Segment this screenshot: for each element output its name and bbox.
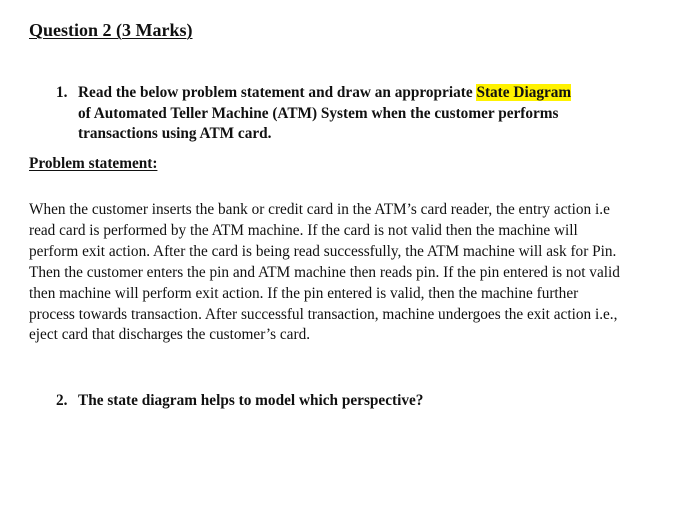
problem-line: When the customer inserts the bank or credit card in the ATM’s card reader, the entry action i.e [29,201,610,218]
question-2-number: 2. [56,392,68,409]
question-heading: Question 2 (3 Marks) [29,20,193,40]
question-1 [56,83,656,145]
question-2 [56,392,423,410]
problem-statement-heading: Problem statement: [29,155,158,172]
question-1-line-3: transactions using ATM card. [78,125,272,142]
problem-line: read card is performed by the ATM machine. If the card is not valid then the machine will [29,221,578,239]
problem-statement-body [29,200,679,346]
question-1-line-1 [56,83,656,104]
problem-line: process towards transaction. After successful transaction, machine undergoes the exit action i.e., [29,305,618,323]
highlighted-term: State Diagram [476,84,572,101]
question-1-line-2: of Automated Teller Machine (ATM) System when the customer performs [78,104,559,122]
question-1-number: 1. [56,84,68,101]
problem-line: then machine will perform exit action. If the pin entered is valid, then the machine further [29,284,579,302]
question-2-text: The state diagram helps to model which perspective? [78,392,424,409]
problem-line: perform exit action. After the card is being read successfully, the ATM machine will ask for Pin. [29,242,617,260]
problem-line: eject card that discharges the customer’s card. [29,326,311,344]
problem-line: Then the customer enters the pin and ATM machine then reads pin. If the pin entered is not valid [29,263,620,281]
question-1-line-1-text: Read the below problem statement and draw an appropriate [78,84,477,101]
